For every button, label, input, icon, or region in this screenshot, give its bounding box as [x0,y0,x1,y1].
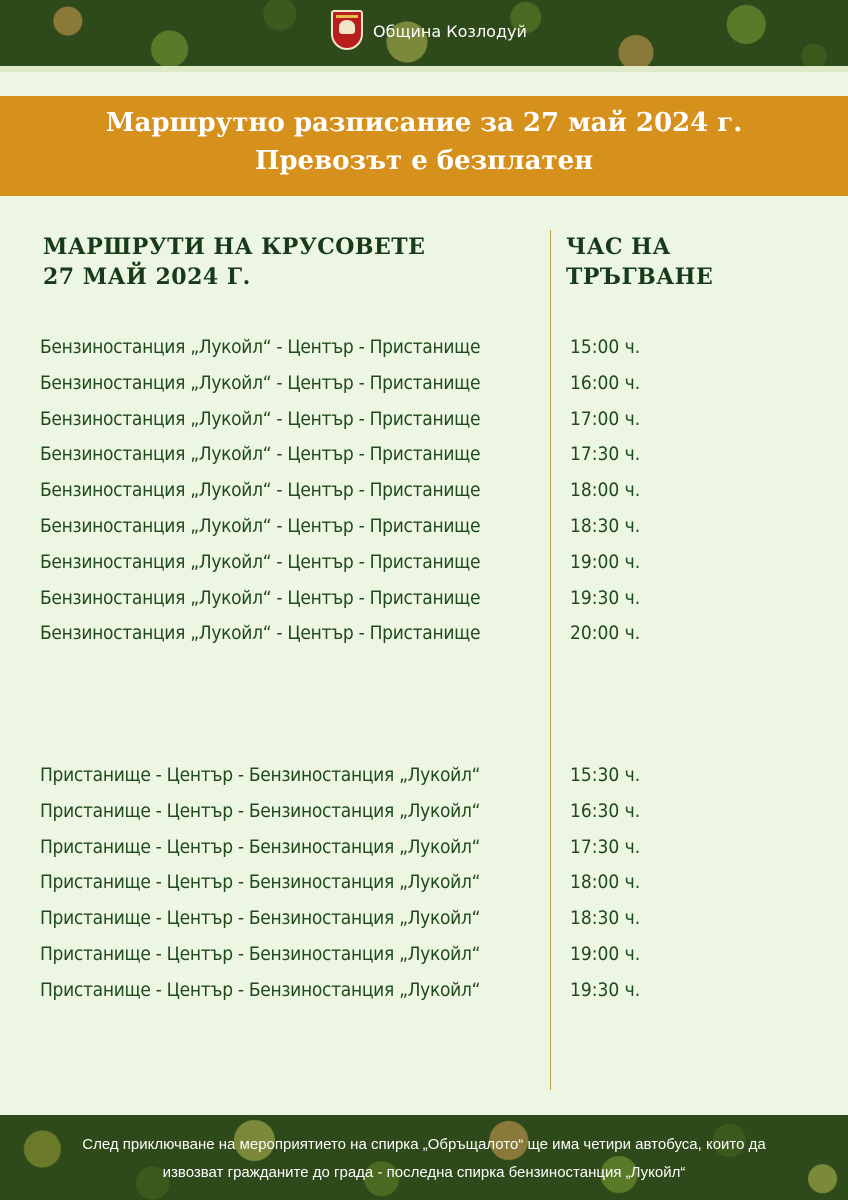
departure-time: 17:30 ч. [570,835,641,858]
routes-heading-line1: МАРШРУТИ НА КРУСОВЕТЕ [43,234,426,260]
route-label: Пристанище - Център - Бензиностанция „Лукойл“ [40,907,481,930]
table-row [0,372,848,400]
departure-time: 16:30 ч. [570,799,641,822]
route-label: Пристанище - Център - Бензиностанция „Лукойл“ [40,871,481,894]
camouflage-footer [0,1115,848,1200]
route-label: Пристанище - Център - Бензиностанция „Лукойл“ [40,764,481,786]
table-row [0,408,848,436]
table-row [0,479,848,507]
municipality-name: Община Козлодуй [373,22,527,41]
camouflage-header [0,0,848,70]
routes-column-heading [43,232,425,292]
route-label: Пристанище - Център - Бензиностанция „Лукойл“ [40,978,481,1001]
departure-time: 15:30 ч. [570,764,641,786]
departure-time: 19:30 ч. [570,586,641,609]
time-heading-line1: ЧАС НА [566,234,671,260]
table-row [0,979,848,1007]
route-label: Бензиностанция „Лукойл“ - Център - Пристанище [40,479,481,502]
table-row [0,836,848,864]
departure-time: 18:00 ч. [570,479,641,502]
route-label: Бензиностанция „Лукойл“ - Център - Пристанище [40,336,481,358]
header-stripe [0,66,848,72]
table-row [0,443,848,471]
departure-time: 19:00 ч. [570,550,641,573]
crest-emblem [339,20,355,34]
footer-line1: След приключване на мероприятието на спирка „Обръщалото“ ще има четири автобуса, които да [82,1136,766,1153]
title-banner [0,96,848,196]
table-row [0,907,848,935]
table-row [0,800,848,828]
municipality-crest-icon [331,10,363,50]
route-label: Бензиностанция „Лукойл“ - Център - Пристанище [40,550,481,573]
banner-title: Маршрутно разписание за 27 май 2024 г. [105,108,743,138]
table-row [0,622,848,650]
route-label: Бензиностанция „Лукойл“ - Център - Пристанище [40,515,481,537]
departure-time: 19:30 ч. [570,978,641,1001]
route-label: Бензиностанция „Лукойл“ - Център - Пристанище [40,443,481,466]
departure-time: 19:00 ч. [570,943,641,965]
table-row [0,764,848,792]
departure-time: 18:30 ч. [570,515,641,537]
route-label: Бензиностанция „Лукойл“ - Център - Пристанище [40,407,481,430]
banner-subtitle: Превозът е безплатен [254,146,594,176]
routes-heading-line2: 27 МАЙ 2024 Г. [43,264,251,290]
route-label: Бензиностанция „Лукойл“ - Център - Пристанище [40,622,481,645]
departure-time: 17:30 ч. [570,443,641,466]
departure-time: 17:00 ч. [570,407,641,430]
route-label: Пристанище - Център - Бензиностанция „Лукойл“ [40,799,481,822]
departure-time: 20:00 ч. [570,622,641,645]
departure-time: 18:30 ч. [570,907,641,930]
table-row [0,551,848,579]
departure-time: 15:00 ч. [570,336,641,358]
crest-band [336,15,358,18]
departure-time: 18:00 ч. [570,871,641,894]
departure-time: 16:00 ч. [570,371,641,394]
table-row [0,515,848,543]
time-column-heading [566,232,713,292]
route-label: Пристанище - Център - Бензиностанция „Лукойл“ [40,943,481,965]
route-label: Бензиностанция „Лукойл“ - Център - Пристанище [40,371,481,394]
table-row [0,587,848,615]
table-row [0,943,848,971]
time-heading-line2: ТРЪГВАНЕ [566,264,714,290]
route-label: Бензиностанция „Лукойл“ - Център - Пристанище [40,586,481,609]
route-label: Пристанище - Център - Бензиностанция „Лукойл“ [40,835,481,858]
footer-note [20,1131,828,1187]
footer-line2: извозват гражданите до града - последна спирка бензиностанция „Лукойл“ [162,1164,686,1181]
table-row [0,336,848,364]
table-row [0,871,848,899]
